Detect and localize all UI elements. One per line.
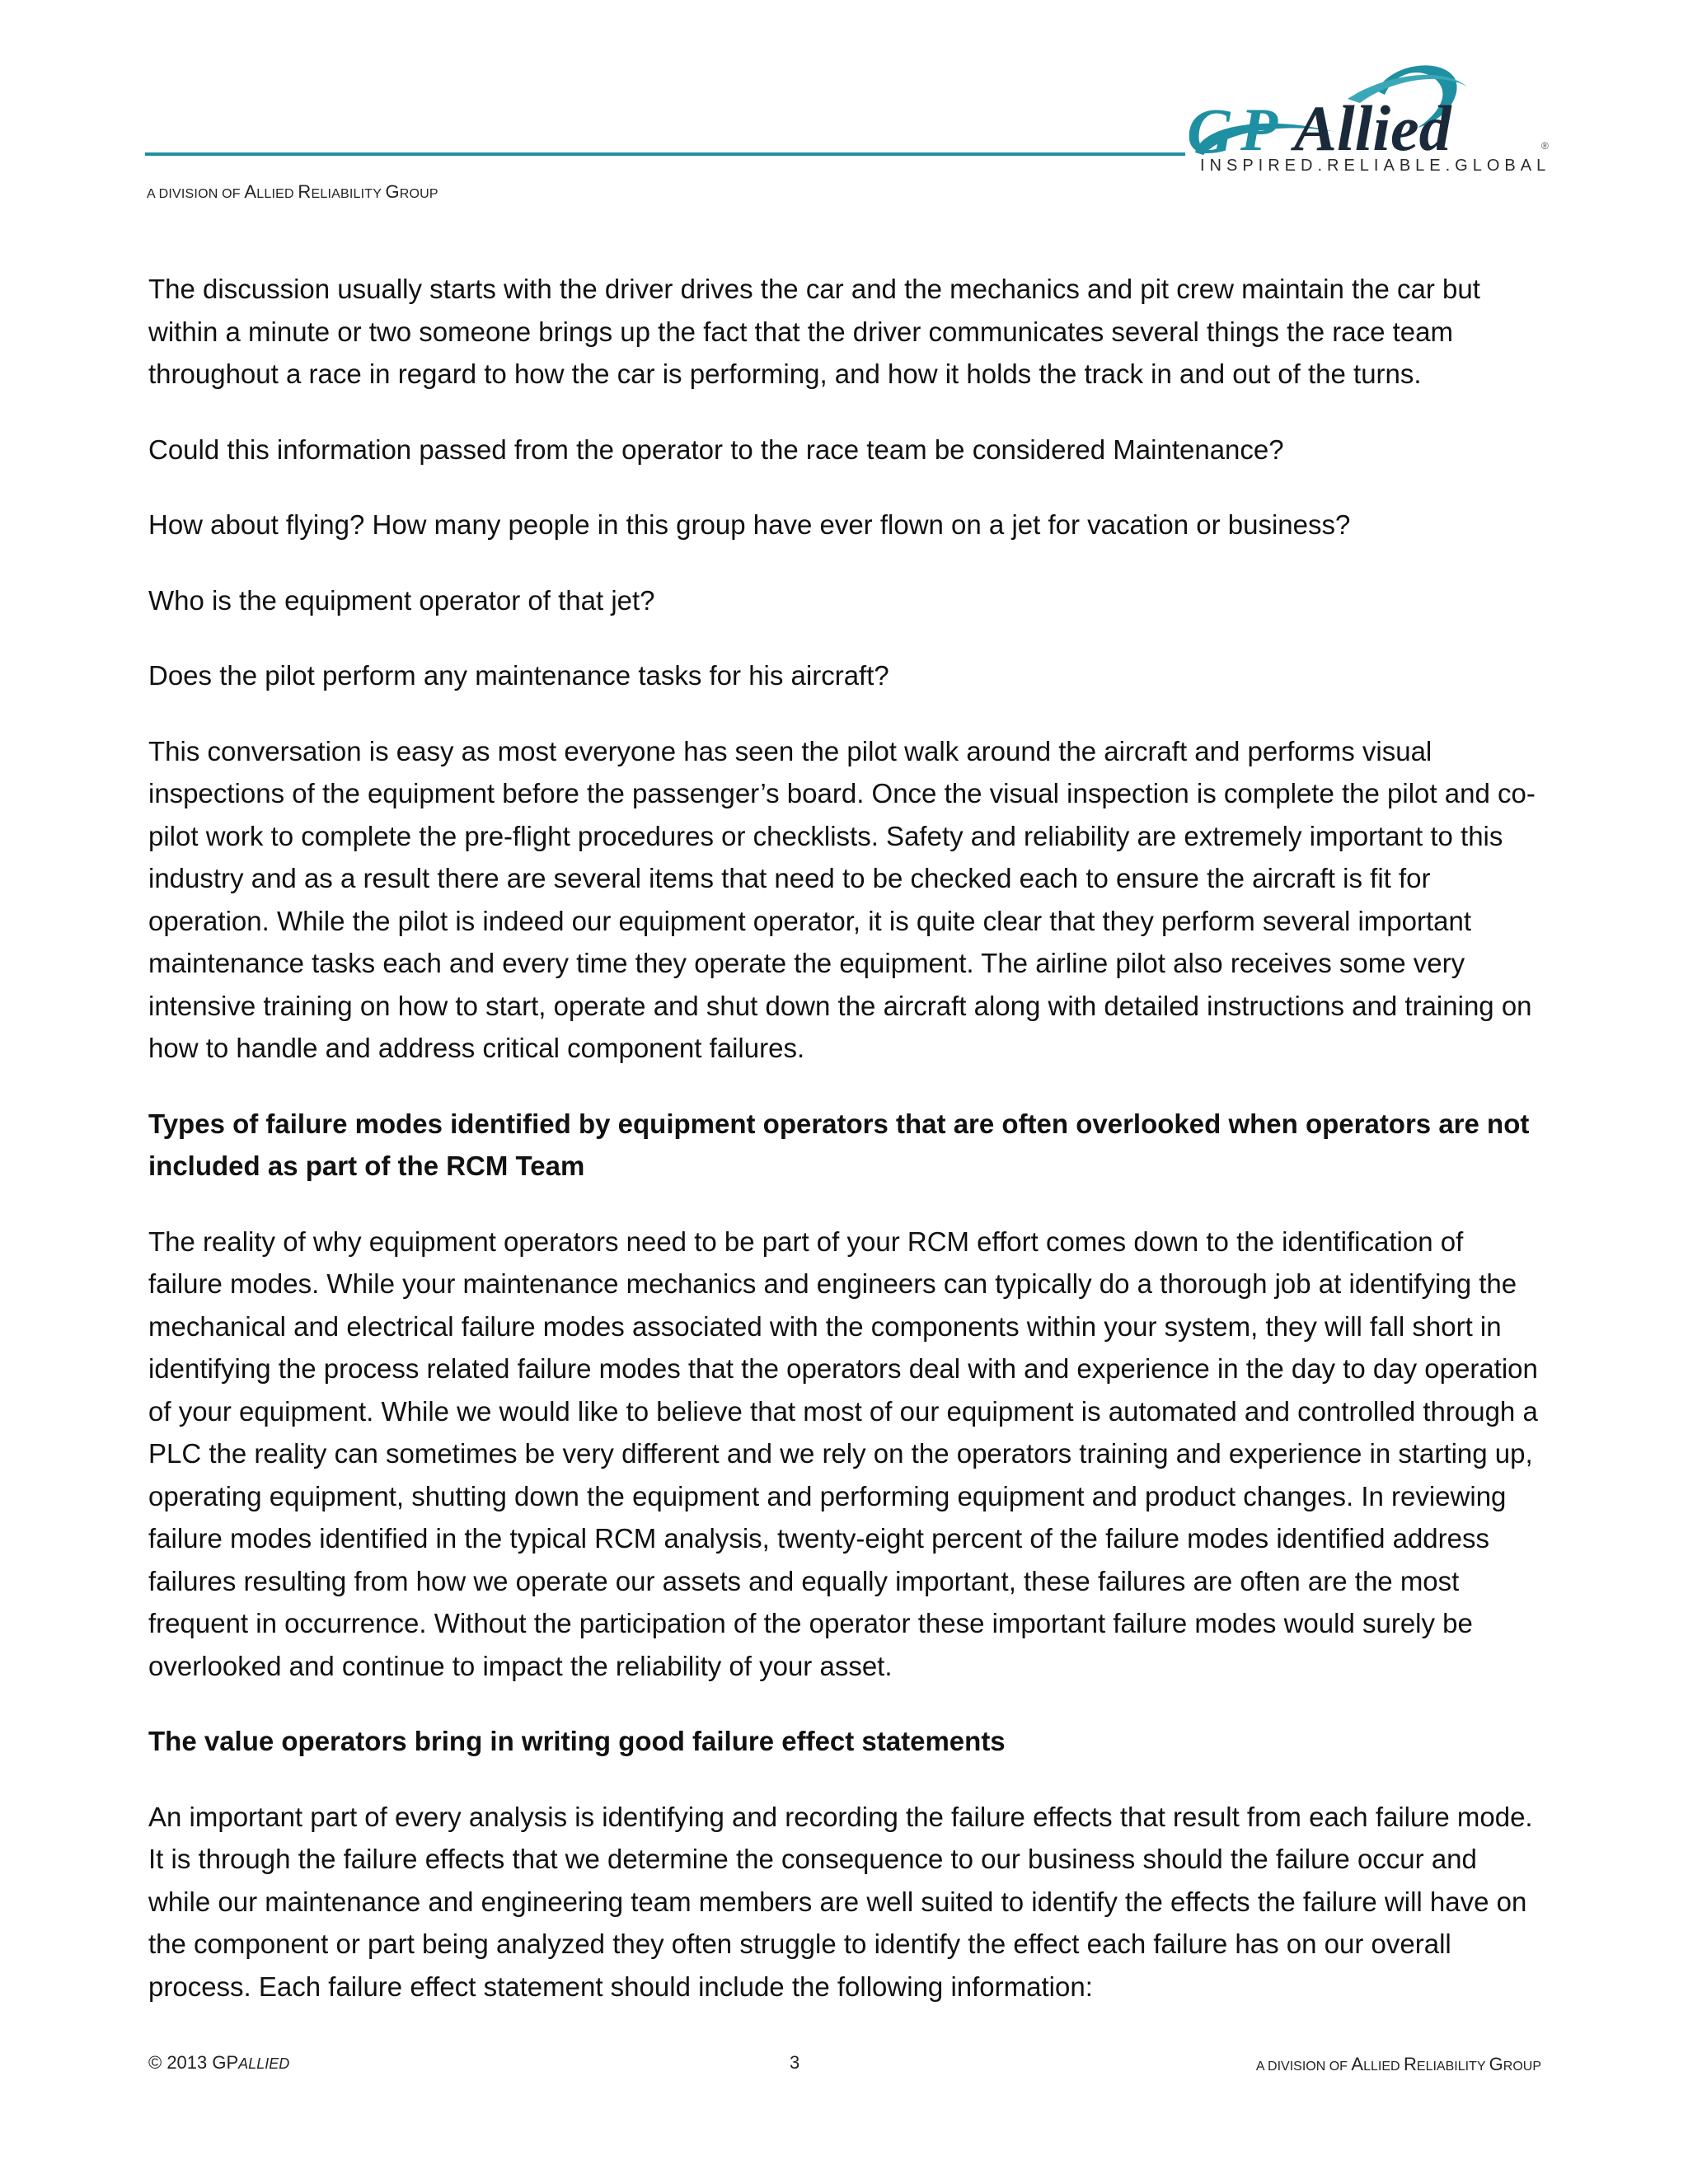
registered-mark: ® bbox=[1541, 140, 1549, 152]
header-division-text: A DIVISION OF ALLIED RELIABILITY GROUP bbox=[147, 181, 438, 202]
paragraph-failure-modes: The reality of why equipment operators need to be part of your RCM effort comes down to the identification of failure modes. While your maintenance mechanics and engineers can typically do a thorough job at identifying the mechanical and electrical failure modes associated with the components within your system, they will fall short in identifying the process related failure modes that the operators deal with and experience in the day to day operation of your equipment. While we would like to believe that most of our equipment is automated and controlled through a PLC the reality can sometimes be very different and we rely on the operators training and experience in starting up, operating equipment, shutting down the equipment and performing equipment and product changes. In reviewing failure modes identified in the typical RCM analysis, twenty-eight percent of the failure modes identified address failures resulting from how we operate our assets and equally important, these failures are often are the most frequent in occurrence. Without the participation of the operator these important failure modes would surely be overlooked and continue to impact the reliability of your asset. bbox=[148, 1226, 1538, 1681]
paragraph-race-team: The discussion usually starts with the driver drives the car and the mechanics and pit crew maintain the car but within a minute or two someone brings up the fact that the driver communicates several things the race team throughout a race in regard to how the car is performing, and how it holds the track in and out of the turns. bbox=[148, 274, 1480, 389]
paragraph-flying-question: How about flying? How many people in this group have ever flown on a jet for vacation or business? bbox=[148, 509, 1351, 540]
paragraph-operator-question: Who is the equipment operator of that jet? bbox=[148, 584, 655, 616]
page-footer bbox=[148, 2052, 1541, 2085]
paragraph-failure-effects: An important part of every analysis is identifying and recording the failure effects that result from each failure mode. It is through the failure effects that we determine the consequence to our business should the failure occur and while our maintenance and engineering team members are well suited to identify the effects the failure will have on the component or part being analyzed they often struggle to identify the effect each failure has on our overall process. Each failure effect statement should include the following information: bbox=[148, 1801, 1533, 2002]
paragraph-maintenance-question: Could this information passed from the operator to the race team be considered Maintenance? bbox=[148, 434, 1284, 465]
heading-failure-modes: Types of failure modes identified by equipment operators that are often overlooked when operators are not included as part of the RCM Team bbox=[148, 1108, 1530, 1181]
heading-failure-effects: The value operators bring in writing good failure effect statements bbox=[148, 1726, 1006, 1756]
page-number: 3 bbox=[790, 2052, 800, 2073]
paragraph-pilot-inspection: This conversation is easy as most everyone has seen the pilot walk around the aircraft and performs visual inspections of the equipment before the passenger’s board. Once the visual inspection is complete the pilot and co-pilot work to complete the pre-flight procedures or checklists. Safety and reliability are extremely important to this industry and as a result there are several items that need to be checked each to ensure the aircraft is fit for operation. While the pilot is indeed our equipment operator, it is quite clear that they perform several important maintenance tasks each and every time they operate the equipment. The airline pilot also receives some very intensive training on how to start, operate and shut down the aircraft along with detailed instructions and training on how to handle and address critical component failures. bbox=[148, 735, 1536, 1063]
svg-text:Allied: Allied bbox=[1294, 92, 1451, 164]
logo-tagline: INSPIRED.RELIABLE.GLOBAL bbox=[1200, 157, 1551, 175]
footer-copyright: © 2013 GPALLIED bbox=[148, 2052, 290, 2073]
svg-text:P: P bbox=[1240, 96, 1278, 164]
svg-text:G: G bbox=[1187, 95, 1234, 166]
document-body bbox=[148, 268, 1541, 2041]
paragraph-pilot-question: Does the pilot perform any maintenance tasks for his aircraft? bbox=[148, 660, 889, 691]
footer-division-text: A DIVISION OF ALLIED RELIABILITY GROUP bbox=[1255, 2054, 1541, 2074]
header-rule bbox=[145, 152, 1185, 156]
